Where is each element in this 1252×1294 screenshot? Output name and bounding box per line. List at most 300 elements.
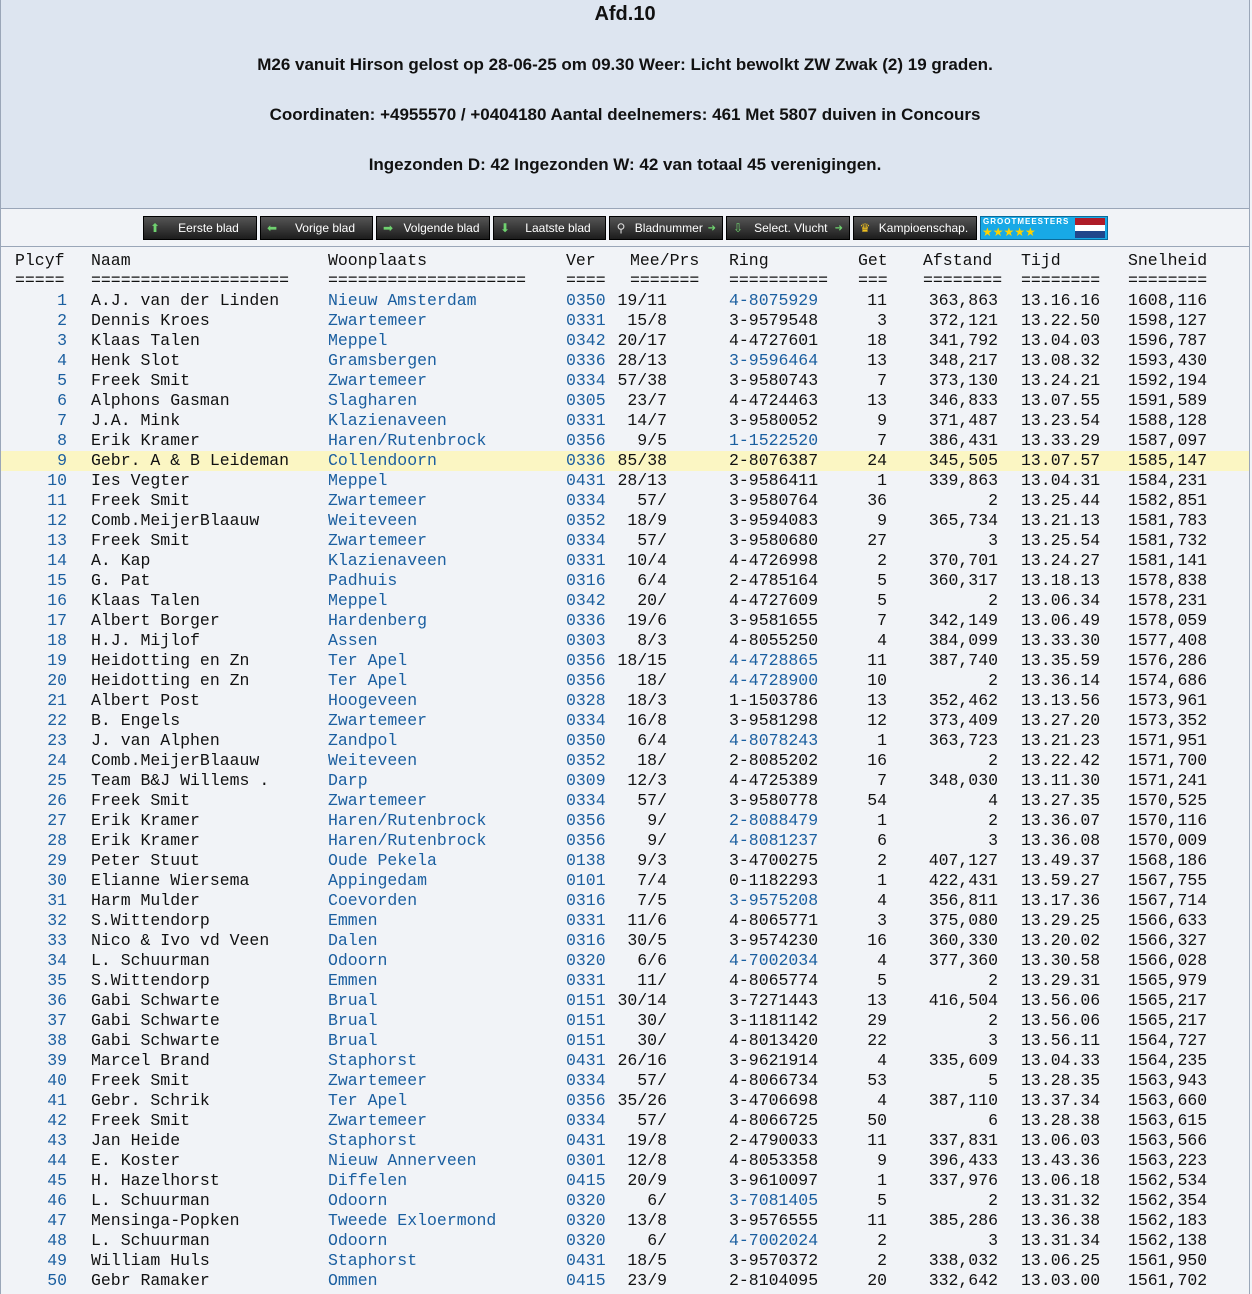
cell-location[interactable]: Ter Apel <box>328 1091 408 1110</box>
select-flight-button[interactable]: ⇩ Select. Vlucht ➜ <box>726 216 850 240</box>
cell-distance: 370,701 <box>928 551 998 570</box>
cell-location[interactable]: Collendoorn <box>328 451 437 470</box>
cell-place[interactable]: 43 <box>47 1131 67 1150</box>
cell-place[interactable]: 46 <box>47 1191 67 1210</box>
cell-marked: 1 <box>877 1171 887 1190</box>
cell-location[interactable]: Zandpol <box>328 731 398 750</box>
cell-location[interactable]: Zwartemeer <box>328 1071 428 1090</box>
cell-place[interactable]: 32 <box>47 911 67 930</box>
cell-entries: 20/9 <box>627 1171 667 1190</box>
cell-club[interactable]: 0356 <box>566 811 606 830</box>
cell-club[interactable]: 0334 <box>566 1111 606 1130</box>
table-row <box>1 711 1249 731</box>
cell-club[interactable]: 0356 <box>566 831 606 850</box>
cell-place[interactable]: 45 <box>47 1171 67 1190</box>
cell-location[interactable]: Darp <box>328 771 368 790</box>
table-row <box>1 731 1249 751</box>
col-header-mee-prs: Mee/Prs <box>630 251 700 270</box>
cell-speed: 1566,028 <box>1128 951 1208 970</box>
cell-place[interactable]: 49 <box>47 1251 67 1270</box>
cell-location[interactable]: Coevorden <box>328 891 418 910</box>
cell-place[interactable]: 40 <box>47 1071 67 1090</box>
cell-time: 13.20.02 <box>1021 931 1101 950</box>
cell-marked: 18 <box>867 331 887 350</box>
cell-place[interactable]: 8 <box>57 431 67 450</box>
cell-club[interactable]: 0356 <box>566 431 606 450</box>
cell-name: Mensinga-Popken <box>91 1211 240 1230</box>
cell-location[interactable]: Assen <box>328 631 378 650</box>
cell-time: 13.13.56 <box>1021 691 1101 710</box>
cell-time: 13.33.29 <box>1021 431 1101 450</box>
table-row <box>1 451 1249 471</box>
cell-club[interactable]: 0101 <box>566 871 606 890</box>
cell-place[interactable]: 26 <box>47 791 67 810</box>
cell-speed: 1584,231 <box>1128 471 1208 490</box>
cell-distance: 341,792 <box>928 331 998 350</box>
cell-location[interactable]: Zwartemeer <box>328 531 428 550</box>
cell-club[interactable]: 0301 <box>566 1151 606 1170</box>
page-title: Afd.10 <box>594 3 656 25</box>
cell-club[interactable]: 0151 <box>566 1031 606 1050</box>
cell-place[interactable]: 25 <box>47 771 67 790</box>
cell-entries: 57/ <box>637 1071 667 1090</box>
cell-time: 13.24.21 <box>1021 371 1101 390</box>
cell-location[interactable]: Meppel <box>328 471 388 490</box>
cell-speed: 1578,838 <box>1128 571 1208 590</box>
cell-marked: 1 <box>877 731 887 750</box>
championship-button[interactable]: ♛ Kampioenschap. <box>853 216 977 240</box>
cell-location[interactable]: Weiteveen <box>328 511 418 530</box>
cell-club[interactable]: 0431 <box>566 1251 606 1270</box>
cell-ring: 3-9580743 <box>729 371 819 390</box>
cell-name: E. Koster <box>91 1151 181 1170</box>
cell-time: 13.11.30 <box>1021 771 1101 790</box>
cell-time: 13.37.34 <box>1021 1091 1101 1110</box>
cell-location[interactable]: Staphorst <box>328 1251 418 1270</box>
cell-club[interactable]: 0431 <box>566 1131 606 1150</box>
cell-location[interactable]: Zwartemeer <box>328 491 428 510</box>
cell-place[interactable]: 3 <box>57 331 67 350</box>
cell-place[interactable]: 18 <box>47 631 67 650</box>
cell-place[interactable]: 27 <box>47 811 67 830</box>
cell-marked: 7 <box>877 771 887 790</box>
cell-club[interactable]: 0356 <box>566 1091 606 1110</box>
cell-club[interactable]: 0331 <box>566 411 606 430</box>
cell-ring[interactable]: 4-7002034 <box>729 951 819 970</box>
cell-time: 13.49.37 <box>1021 851 1101 870</box>
cell-location[interactable]: Nieuw Annerveen <box>328 1151 477 1170</box>
cell-ring[interactable]: 3-9575208 <box>729 891 819 910</box>
cell-club[interactable]: 0352 <box>566 751 606 770</box>
cell-club[interactable]: 0334 <box>566 791 606 810</box>
cell-speed: 1581,783 <box>1128 511 1208 530</box>
grootmeesters-badge[interactable] <box>980 216 1108 240</box>
cell-marked: 9 <box>877 1151 887 1170</box>
cell-club[interactable]: 0336 <box>566 351 606 370</box>
cell-club[interactable]: 0305 <box>566 391 606 410</box>
cell-ring: 4-4727609 <box>729 591 819 610</box>
cell-distance: 2 <box>988 671 998 690</box>
cell-club[interactable]: 0415 <box>566 1271 606 1290</box>
cell-distance: 377,360 <box>928 951 998 970</box>
cell-club[interactable]: 0350 <box>566 291 606 310</box>
cell-time: 13.43.36 <box>1021 1151 1101 1170</box>
cell-name: Comb.MeijerBlaauw <box>91 511 260 530</box>
cell-ring[interactable]: 3-9596464 <box>729 351 819 370</box>
cell-location[interactable]: Tweede Exloermond <box>328 1211 497 1230</box>
cell-marked: 29 <box>867 1011 887 1030</box>
cell-distance: 385,286 <box>928 1211 998 1230</box>
cell-ring[interactable]: 4-4728900 <box>729 671 819 690</box>
cell-club[interactable]: 0352 <box>566 511 606 530</box>
page-number-button[interactable]: ⚲ Bladnummer ➜ <box>609 216 723 240</box>
cell-speed: 1571,241 <box>1128 771 1208 790</box>
cell-entries: 7/5 <box>637 891 667 910</box>
cell-entries: 16/8 <box>627 711 667 730</box>
cell-club[interactable]: 0309 <box>566 771 606 790</box>
cell-club[interactable]: 0331 <box>566 551 606 570</box>
cell-place[interactable]: 23 <box>47 731 67 750</box>
cell-time: 13.24.27 <box>1021 551 1101 570</box>
table-row <box>1 1151 1249 1171</box>
cell-speed: 1563,223 <box>1128 1151 1208 1170</box>
cell-time: 13.25.44 <box>1021 491 1101 510</box>
cell-club[interactable]: 0431 <box>566 1051 606 1070</box>
cell-club[interactable]: 0342 <box>566 591 606 610</box>
cell-speed: 1591,589 <box>1128 391 1208 410</box>
cell-place[interactable]: 39 <box>47 1051 67 1070</box>
cell-location[interactable]: Brual <box>328 991 378 1010</box>
cell-place[interactable]: 6 <box>57 391 67 410</box>
cell-place[interactable]: 29 <box>47 851 67 870</box>
cell-place[interactable]: 42 <box>47 1111 67 1130</box>
cell-place[interactable]: 30 <box>47 871 67 890</box>
col-header-get: Get <box>858 251 888 270</box>
cell-location[interactable]: Odoorn <box>328 951 388 970</box>
cell-location[interactable]: Zwartemeer <box>328 311 428 330</box>
cell-club[interactable]: 0151 <box>566 1011 606 1030</box>
underline: ===== <box>15 271 65 290</box>
cell-location[interactable]: Brual <box>328 1031 378 1050</box>
cell-speed: 1592,194 <box>1128 371 1208 390</box>
cell-place[interactable]: 4 <box>57 351 67 370</box>
cell-place[interactable]: 7 <box>57 411 67 430</box>
cell-location[interactable]: Appingedam <box>328 871 428 890</box>
search-icon: ⚲ <box>616 221 626 235</box>
cell-location[interactable]: Weiteveen <box>328 751 418 770</box>
race-header <box>1 0 1249 209</box>
cell-name: Dennis Kroes <box>91 311 210 330</box>
cell-club[interactable]: 0431 <box>566 471 606 490</box>
cell-name: Freek Smit <box>91 491 191 510</box>
cell-club[interactable]: 0350 <box>566 731 606 750</box>
cell-time: 13.06.03 <box>1021 1131 1101 1150</box>
table-row <box>1 571 1249 591</box>
cell-club[interactable]: 0320 <box>566 1231 606 1250</box>
cell-club[interactable]: 0331 <box>566 971 606 990</box>
table-row <box>1 351 1249 371</box>
cell-speed: 1588,128 <box>1128 411 1208 430</box>
cell-location[interactable]: Ter Apel <box>328 671 408 690</box>
arrow-right-icon: ➜ <box>834 222 843 234</box>
cell-ring: 3-9594083 <box>729 511 819 530</box>
table-row <box>1 991 1249 1011</box>
cell-location[interactable]: Meppel <box>328 591 388 610</box>
cell-club[interactable]: 0331 <box>566 311 606 330</box>
cell-location[interactable]: Oude Pekela <box>328 851 437 870</box>
cell-name: Erik Kramer <box>91 831 200 850</box>
cell-location[interactable]: Hardenberg <box>328 611 428 630</box>
cell-entries: 11/ <box>637 971 667 990</box>
cell-location[interactable]: Brual <box>328 1011 378 1030</box>
cell-distance: 386,431 <box>928 431 998 450</box>
cell-location[interactable]: Zwartemeer <box>328 711 428 730</box>
cell-place[interactable]: 19 <box>47 651 67 670</box>
table-row <box>1 491 1249 511</box>
cell-ring: 3-4706698 <box>729 1091 819 1110</box>
cell-place[interactable]: 22 <box>47 711 67 730</box>
cell-place[interactable]: 16 <box>47 591 67 610</box>
cell-time: 13.06.18 <box>1021 1171 1101 1190</box>
cell-distance: 384,099 <box>928 631 998 650</box>
cell-time: 13.21.13 <box>1021 511 1101 530</box>
cell-club[interactable]: 0356 <box>566 651 606 670</box>
cell-ring[interactable]: 4-7002024 <box>729 1231 819 1250</box>
cell-club[interactable]: 0334 <box>566 531 606 550</box>
cell-location[interactable]: Zwartemeer <box>328 371 428 390</box>
cell-speed: 1576,286 <box>1128 651 1208 670</box>
cell-name: B. Engels <box>91 711 181 730</box>
cell-location[interactable]: Odoorn <box>328 1191 388 1210</box>
cell-time: 13.36.08 <box>1021 831 1101 850</box>
cell-distance: 360,317 <box>928 571 998 590</box>
badge-text: GROOTMEESTERS <box>983 217 1070 226</box>
cell-name: H. Hazelhorst <box>91 1171 220 1190</box>
cell-location[interactable]: Gramsbergen <box>328 351 437 370</box>
cell-ring[interactable]: 1-1522520 <box>729 431 819 450</box>
table-row <box>1 431 1249 451</box>
cell-entries: 19/6 <box>627 611 667 630</box>
cell-location[interactable]: Nieuw Amsterdam <box>328 291 477 310</box>
cell-marked: 1 <box>877 471 887 490</box>
cell-club[interactable]: 0316 <box>566 931 606 950</box>
cell-ring: 4-8065771 <box>729 911 819 930</box>
cell-ring[interactable]: 4-8078243 <box>729 731 819 750</box>
cell-place[interactable]: 44 <box>47 1151 67 1170</box>
cell-marked: 13 <box>867 351 887 370</box>
next-page-button[interactable]: ➡ Volgende blad <box>376 216 490 240</box>
cell-distance: 373,130 <box>928 371 998 390</box>
cell-place[interactable]: 50 <box>47 1271 67 1290</box>
cell-location[interactable]: Zwartemeer <box>328 791 428 810</box>
cell-ring[interactable]: 4-8081237 <box>729 831 819 850</box>
cell-marked: 16 <box>867 751 887 770</box>
cell-location[interactable]: Haren/Rutenbrock <box>328 431 487 450</box>
cell-location[interactable]: Ter Apel <box>328 651 408 670</box>
cell-speed: 1585,147 <box>1128 451 1208 470</box>
cell-ring[interactable]: 4-4728865 <box>729 651 819 670</box>
cell-place[interactable]: 34 <box>47 951 67 970</box>
cell-entries: 23/9 <box>627 1271 667 1290</box>
cell-ring[interactable]: 2-8088479 <box>729 811 819 830</box>
cell-place[interactable]: 37 <box>47 1011 67 1030</box>
cell-club[interactable]: 0336 <box>566 611 606 630</box>
cell-location[interactable]: Padhuis <box>328 571 398 590</box>
cell-place[interactable]: 15 <box>47 571 67 590</box>
cell-entries: 57/ <box>637 1111 667 1130</box>
cell-location[interactable]: Emmen <box>328 911 378 930</box>
cell-name: Freek Smit <box>91 371 191 390</box>
cell-club[interactable]: 0356 <box>566 671 606 690</box>
underline: ========== <box>729 271 829 290</box>
cell-club[interactable]: 0334 <box>566 491 606 510</box>
cell-distance: 332,642 <box>928 1271 998 1290</box>
cell-place[interactable]: 41 <box>47 1091 67 1110</box>
table-row <box>1 971 1249 991</box>
cell-place[interactable]: 24 <box>47 751 67 770</box>
cell-place[interactable]: 47 <box>47 1211 67 1230</box>
cell-ring: 3-9580680 <box>729 531 819 550</box>
cell-name: S.Wittendorp <box>91 911 210 930</box>
cell-place[interactable]: 35 <box>47 971 67 990</box>
cell-place[interactable]: 2 <box>57 311 67 330</box>
cell-location[interactable]: Zwartemeer <box>328 1111 428 1130</box>
cell-place[interactable]: 14 <box>47 551 67 570</box>
cell-place[interactable]: 48 <box>47 1231 67 1250</box>
cell-club[interactable]: 0334 <box>566 1071 606 1090</box>
cell-place[interactable]: 28 <box>47 831 67 850</box>
underline: ======== <box>1128 271 1208 290</box>
cell-speed: 1562,183 <box>1128 1211 1208 1230</box>
cell-marked: 9 <box>877 511 887 530</box>
previous-page-button[interactable]: ⬅ Vorige blad <box>260 216 373 240</box>
cell-speed: 1565,979 <box>1128 971 1208 990</box>
cell-entries: 11/6 <box>627 911 667 930</box>
cell-club[interactable]: 0316 <box>566 571 606 590</box>
cell-location[interactable]: Haren/Rutenbrock <box>328 831 487 850</box>
cell-place[interactable]: 10 <box>47 471 67 490</box>
cell-place[interactable]: 21 <box>47 691 67 710</box>
underline: ======== <box>1021 271 1101 290</box>
cell-distance: 363,863 <box>928 291 998 310</box>
cell-speed: 1596,787 <box>1128 331 1208 350</box>
cell-ring: 3-1181142 <box>729 1011 819 1030</box>
col-header-plcyf: Plcyf <box>15 251 65 270</box>
cell-name: Gebr. Schrik <box>91 1091 210 1110</box>
cell-marked: 10 <box>867 671 887 690</box>
cell-place[interactable]: 5 <box>57 371 67 390</box>
cell-club[interactable]: 0334 <box>566 371 606 390</box>
cell-club[interactable]: 0316 <box>566 891 606 910</box>
cell-place[interactable]: 12 <box>47 511 67 530</box>
cell-location[interactable]: Staphorst <box>328 1131 418 1150</box>
cell-place[interactable]: 33 <box>47 931 67 950</box>
table-row <box>1 1111 1249 1131</box>
cell-entries: 57/38 <box>617 371 667 390</box>
cell-place[interactable]: 13 <box>47 531 67 550</box>
cell-marked: 4 <box>877 1051 887 1070</box>
cell-ring[interactable]: 3-7081405 <box>729 1191 819 1210</box>
table-row <box>1 311 1249 331</box>
cell-name: Gabi Schwarte <box>91 991 220 1010</box>
cell-club[interactable]: 0328 <box>566 691 606 710</box>
cell-club[interactable]: 0334 <box>566 711 606 730</box>
cell-location[interactable]: Haren/Rutenbrock <box>328 811 487 830</box>
cell-club[interactable]: 0342 <box>566 331 606 350</box>
cell-distance: 356,811 <box>928 891 998 910</box>
cell-distance: 2 <box>988 591 998 610</box>
cell-location[interactable]: Hoogeveen <box>328 691 418 710</box>
table-row <box>1 751 1249 771</box>
cell-entries: 6/4 <box>637 571 667 590</box>
cell-club[interactable]: 0320 <box>566 1191 606 1210</box>
cell-location[interactable]: Diffelen <box>328 1171 408 1190</box>
cell-club[interactable]: 0331 <box>566 911 606 930</box>
cell-distance: 337,976 <box>928 1171 998 1190</box>
cell-entries: 9/3 <box>637 851 667 870</box>
col-header-ver: Ver <box>566 251 596 270</box>
cell-entries: 18/9 <box>627 511 667 530</box>
cell-entries: 6/ <box>647 1191 667 1210</box>
cell-time: 13.17.36 <box>1021 891 1101 910</box>
cell-marked: 20 <box>867 1271 887 1290</box>
cell-location[interactable]: Klazienaveen <box>328 411 447 430</box>
cell-speed: 1563,660 <box>1128 1091 1208 1110</box>
cell-speed: 1562,354 <box>1128 1191 1208 1210</box>
cell-marked: 13 <box>867 991 887 1010</box>
cell-place[interactable]: 11 <box>47 491 67 510</box>
cell-time: 13.27.35 <box>1021 791 1101 810</box>
cell-distance: 2 <box>988 811 998 830</box>
cell-ring: 4-8055250 <box>729 631 819 650</box>
cell-club[interactable]: 0415 <box>566 1171 606 1190</box>
cell-speed: 1593,430 <box>1128 351 1208 370</box>
cell-place[interactable]: 36 <box>47 991 67 1010</box>
cell-place[interactable]: 31 <box>47 891 67 910</box>
cell-location[interactable]: Odoorn <box>328 1231 388 1250</box>
cell-entries: 6/ <box>647 1231 667 1250</box>
cell-location[interactable]: Slagharen <box>328 391 418 410</box>
cell-club[interactable]: 0138 <box>566 851 606 870</box>
cell-distance: 338,032 <box>928 1251 998 1270</box>
cell-place[interactable]: 17 <box>47 611 67 630</box>
cell-location[interactable]: Meppel <box>328 331 388 350</box>
cell-club[interactable]: 0320 <box>566 1211 606 1230</box>
cell-time: 13.36.07 <box>1021 811 1101 830</box>
cell-location[interactable]: Emmen <box>328 971 378 990</box>
cell-club[interactable]: 0336 <box>566 451 606 470</box>
cell-ring[interactable]: 4-8075929 <box>729 291 819 310</box>
first-page-button[interactable]: ⬆ Eerste blad <box>143 216 257 240</box>
cell-ring: 2-4785164 <box>729 571 819 590</box>
cell-location[interactable]: Staphorst <box>328 1051 418 1070</box>
cell-place[interactable]: 20 <box>47 671 67 690</box>
cell-club[interactable]: 0303 <box>566 631 606 650</box>
cell-club[interactable]: 0151 <box>566 991 606 1010</box>
cell-marked: 27 <box>867 531 887 550</box>
cell-club[interactable]: 0320 <box>566 951 606 970</box>
cell-location[interactable]: Dalen <box>328 931 378 950</box>
cell-entries: 57/ <box>637 491 667 510</box>
cell-location[interactable]: Klazienaveen <box>328 551 447 570</box>
cell-speed: 1598,127 <box>1128 311 1208 330</box>
cell-place[interactable]: 1 <box>57 291 67 310</box>
last-page-button[interactable]: ⬇ Laatste blad <box>493 216 606 240</box>
cell-place[interactable]: 9 <box>57 451 67 470</box>
cell-place[interactable]: 38 <box>47 1031 67 1050</box>
cell-location[interactable]: Ommen <box>328 1271 378 1290</box>
cell-marked: 4 <box>877 951 887 970</box>
